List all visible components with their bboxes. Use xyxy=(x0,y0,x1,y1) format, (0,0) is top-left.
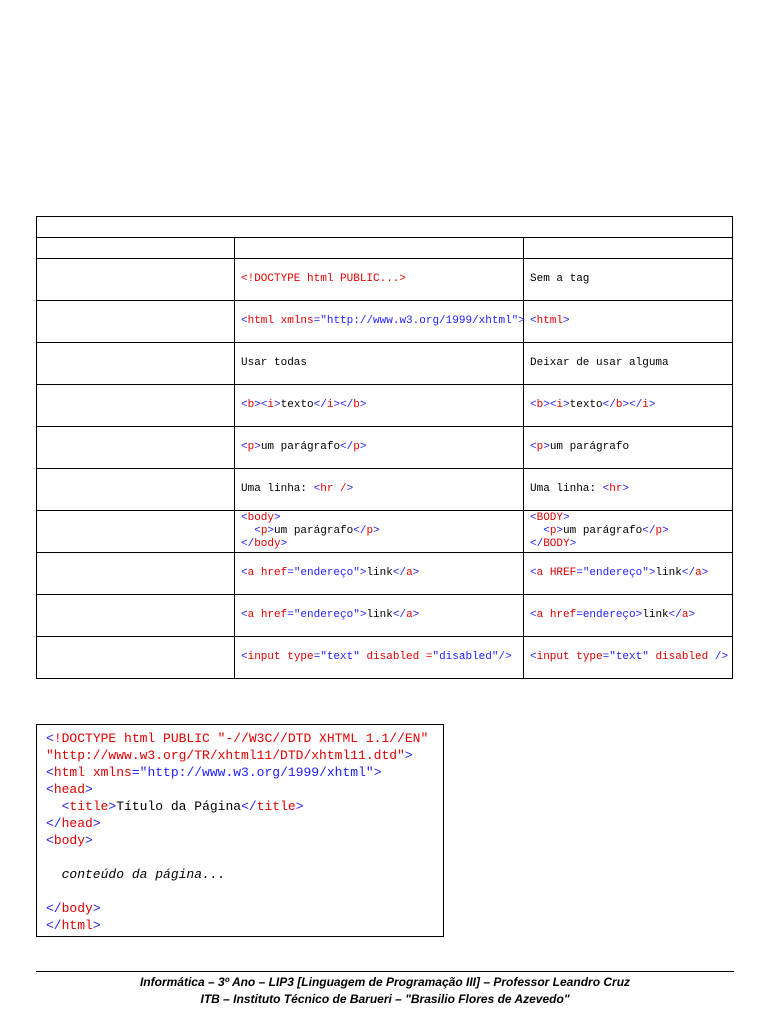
code-token: < xyxy=(530,399,537,411)
code-token: !DOCTYPE html PUBLIC xyxy=(53,731,218,746)
code-token: Uma linha: xyxy=(241,483,314,495)
code-token: html xyxy=(536,315,564,327)
code-token: ="endereço" xyxy=(287,567,360,579)
code-token: html xyxy=(61,918,93,933)
code-token: > xyxy=(254,441,261,453)
code-token: > xyxy=(359,441,367,453)
code-token: </ xyxy=(241,799,257,814)
code-token: </ xyxy=(340,441,354,453)
code-token: p xyxy=(549,525,557,537)
table-body xyxy=(37,259,733,679)
code-token: p xyxy=(353,441,360,453)
code-line xyxy=(46,798,434,815)
code-token: texto xyxy=(280,399,314,411)
code-token: p xyxy=(655,525,663,537)
code-token: < xyxy=(602,483,610,495)
code-token: disabled xyxy=(648,651,715,663)
code-token: /> xyxy=(714,651,729,663)
code-line xyxy=(46,747,434,764)
wrong-usage-cell xyxy=(524,259,733,301)
code-token: HREF xyxy=(549,567,577,579)
wrong-usage-cell xyxy=(524,553,733,595)
code-token: ="http://www.w3.org/1999/xhtml" xyxy=(131,765,374,780)
table-row xyxy=(37,595,733,637)
code-token: >< xyxy=(543,399,557,411)
code-token: BODY xyxy=(543,538,570,550)
table-row xyxy=(37,553,733,595)
correct-usage-cell xyxy=(235,343,524,385)
code-token: </ xyxy=(241,538,255,550)
code-token: link xyxy=(366,567,393,579)
table-row xyxy=(37,343,733,385)
code-token: < xyxy=(241,567,248,579)
code-token: > xyxy=(412,609,420,621)
code-token: > xyxy=(648,567,656,579)
code-token: disabled = xyxy=(359,651,433,663)
wrong-usage-cell xyxy=(524,511,733,553)
code-line xyxy=(46,883,434,900)
code-line xyxy=(46,866,434,883)
code-token: < xyxy=(46,731,54,746)
code-token: > xyxy=(85,833,93,848)
code-example-box xyxy=(36,724,444,937)
code-token: </ xyxy=(46,901,62,916)
table-row xyxy=(37,511,733,553)
code-token: body xyxy=(247,512,275,524)
code-token: < xyxy=(530,651,537,663)
code-token: body xyxy=(53,833,86,848)
row-label-cell xyxy=(37,301,235,343)
code-token: hr xyxy=(609,483,623,495)
code-token xyxy=(241,525,254,537)
code-line xyxy=(46,900,434,917)
code-token: > xyxy=(274,399,281,411)
row-label-cell xyxy=(37,595,235,637)
table-title-row xyxy=(37,217,733,238)
code-token: > xyxy=(569,538,577,550)
code-line xyxy=(46,815,434,832)
code-token: "-//W3C//DTD XHTML 1.1//EN" xyxy=(217,731,429,746)
code-token: > xyxy=(280,538,288,550)
code-token: < xyxy=(241,512,248,524)
code-token: > xyxy=(622,483,630,495)
wrong-usage-cell xyxy=(524,427,733,469)
code-line xyxy=(46,730,434,747)
code-token: BODY xyxy=(536,512,564,524)
code-token: ></ xyxy=(333,399,354,411)
code-token: </ xyxy=(46,816,62,831)
code-token: type xyxy=(287,651,314,663)
code-token: href xyxy=(260,609,288,621)
code-token: > xyxy=(274,512,281,524)
code-token: b xyxy=(536,399,544,411)
code-token: a xyxy=(536,567,550,579)
table-header-cell xyxy=(37,238,235,259)
code-token: p xyxy=(260,525,268,537)
code-line xyxy=(46,849,434,866)
row-label-cell xyxy=(37,637,235,679)
code-token: p xyxy=(247,441,255,453)
wrong-usage-cell xyxy=(524,469,733,511)
code-token: </ xyxy=(392,609,407,621)
code-token: a xyxy=(247,567,261,579)
code-token: > xyxy=(563,399,570,411)
code-token: ="http://www.w3.org/1999/xhtml" xyxy=(313,315,519,327)
code-token: a xyxy=(681,609,689,621)
code-token: Sem a tag xyxy=(530,273,590,285)
code-token: </ xyxy=(668,609,682,621)
code-token: < xyxy=(543,525,550,537)
code-token: input xyxy=(536,651,577,663)
code-token: a xyxy=(695,567,702,579)
code-token: > xyxy=(359,567,367,579)
code-token: Título da Página xyxy=(116,799,242,814)
comparison-table xyxy=(36,216,733,679)
table-header-cell xyxy=(235,238,524,259)
code-token: ="text" xyxy=(313,651,360,663)
code-token: ="text" xyxy=(602,651,649,663)
code-token: > xyxy=(518,315,525,327)
code-token: < xyxy=(241,651,248,663)
code-token xyxy=(530,525,543,537)
code-line xyxy=(46,781,434,798)
code-token: > xyxy=(412,567,420,579)
table-header-cell xyxy=(524,238,733,259)
code-token: head xyxy=(53,782,86,797)
code-token: um parágrafo xyxy=(549,441,630,453)
code-token: ="endereço" xyxy=(576,567,649,579)
row-label-cell xyxy=(37,343,235,385)
wrong-usage-cell xyxy=(524,385,733,427)
code-token: ></ xyxy=(622,399,643,411)
code-token: > xyxy=(635,609,643,621)
code-token: "disabled" xyxy=(432,651,499,663)
code-token: html xyxy=(53,765,93,780)
code-token: < xyxy=(241,609,248,621)
code-token: > xyxy=(688,609,696,621)
code-token: um parágrafo xyxy=(260,441,341,453)
table-header-row xyxy=(37,238,733,259)
table-row xyxy=(37,427,733,469)
code-token: </ xyxy=(681,567,696,579)
correct-usage-cell xyxy=(235,427,524,469)
code-token: input xyxy=(247,651,288,663)
code-token: < xyxy=(530,609,537,621)
code-token: > xyxy=(373,765,382,780)
footer-line-school: ITB – Instituto Técnico de Barueri – "Brasilio Flores de Azevedo" xyxy=(200,992,570,1006)
code-token: </ xyxy=(46,918,62,933)
correct-usage-cell xyxy=(235,511,524,553)
correct-usage-cell xyxy=(235,259,524,301)
code-token: xmlns xyxy=(92,765,132,780)
wrong-usage-cell xyxy=(524,343,733,385)
code-token: conteúdo da página... xyxy=(46,867,226,882)
code-token: > xyxy=(543,441,550,453)
code-token: > xyxy=(563,315,570,327)
code-token: </ xyxy=(313,399,327,411)
code-token: > xyxy=(92,901,101,916)
wrong-usage-cell xyxy=(524,301,733,343)
code-token: i xyxy=(556,399,564,411)
code-token: Uma linha: xyxy=(530,483,603,495)
wrong-usage-cell xyxy=(524,595,733,637)
code-token: </ xyxy=(353,525,367,537)
code-token: type xyxy=(576,651,603,663)
code-token: < xyxy=(530,567,537,579)
code-token: > xyxy=(359,609,367,621)
code-token: > xyxy=(648,399,656,411)
code-token: < xyxy=(46,765,54,780)
code-line xyxy=(46,764,434,781)
code-token: > xyxy=(701,567,709,579)
code-token: > xyxy=(92,918,101,933)
table-row xyxy=(37,385,733,427)
code-token: > xyxy=(346,483,354,495)
code-token: >< xyxy=(254,399,268,411)
code-line xyxy=(46,832,434,849)
code-token: i xyxy=(267,399,275,411)
table-row xyxy=(37,469,733,511)
code-token: um parágrafo xyxy=(563,525,643,537)
code-token: hr / xyxy=(320,483,347,495)
correct-usage-cell xyxy=(235,553,524,595)
code-token: a xyxy=(247,609,261,621)
code-token: =endereço xyxy=(576,609,636,621)
row-label-cell xyxy=(37,469,235,511)
code-token: href xyxy=(260,567,288,579)
code-token: link xyxy=(366,609,393,621)
code-token: </ xyxy=(602,399,616,411)
code-token: a xyxy=(406,567,413,579)
table-row xyxy=(37,259,733,301)
code-token: a xyxy=(536,609,550,621)
row-label-cell xyxy=(37,511,235,553)
code-token: > xyxy=(563,512,570,524)
code-token: head xyxy=(61,816,93,831)
code-token: > xyxy=(373,525,380,537)
row-label-cell xyxy=(37,385,235,427)
code-token: > xyxy=(92,816,101,831)
code-token: < xyxy=(530,315,537,327)
code-token: i xyxy=(326,399,334,411)
code-token: <!DOCTYPE html PUBLIC...> xyxy=(241,273,407,285)
correct-usage-cell xyxy=(235,595,524,637)
row-label-cell xyxy=(37,553,235,595)
code-token: texto xyxy=(569,399,603,411)
footer-divider xyxy=(36,971,734,972)
code-token: href xyxy=(549,609,577,621)
code-token: p xyxy=(536,441,544,453)
code-token: title xyxy=(69,799,109,814)
table-row xyxy=(37,637,733,679)
code-token: </ xyxy=(392,567,407,579)
code-token: p xyxy=(366,525,374,537)
code-token: < xyxy=(530,441,537,453)
table-row xyxy=(37,301,733,343)
code-token: Usar todas xyxy=(241,357,308,369)
code-token: title xyxy=(256,799,296,814)
code-token: < xyxy=(241,315,248,327)
code-token: body xyxy=(61,901,93,916)
correct-usage-cell xyxy=(235,385,524,427)
code-token: html xyxy=(247,315,281,327)
correct-usage-cell xyxy=(235,301,524,343)
code-token: < xyxy=(313,483,321,495)
code-token: < xyxy=(530,512,537,524)
code-token: < xyxy=(254,525,261,537)
code-token: > xyxy=(295,799,304,814)
code-token: Deixar de usar alguma xyxy=(530,357,669,369)
page-footer xyxy=(36,974,734,1008)
code-token: > xyxy=(108,799,117,814)
code-token: /> xyxy=(498,651,512,663)
code-token: </ xyxy=(642,525,656,537)
code-token: > xyxy=(662,525,669,537)
code-token: < xyxy=(241,441,248,453)
code-token: < xyxy=(46,833,54,848)
code-token: b xyxy=(353,399,360,411)
code-token: b xyxy=(247,399,255,411)
code-token: < xyxy=(61,799,70,814)
code-token: > xyxy=(556,525,564,537)
code-token: link xyxy=(655,567,682,579)
code-token: "http://www.w3.org/TR/xhtml11/DTD/xhtml11.dtd" xyxy=(46,748,405,763)
code-token: b xyxy=(615,399,623,411)
code-line xyxy=(46,917,434,934)
code-token: > xyxy=(359,399,367,411)
table-title xyxy=(37,217,733,238)
code-token: um parágrafo xyxy=(274,525,354,537)
footer-line-course: Informática – 3º Ano – LIP3 [Linguagem de Programação III] – Professor Leandro Cruz xyxy=(139,975,631,989)
code-token: link xyxy=(642,609,669,621)
code-token: > xyxy=(85,782,93,797)
code-token xyxy=(46,799,62,814)
code-token: </ xyxy=(530,538,544,550)
code-token: > xyxy=(267,525,275,537)
row-label-cell xyxy=(37,427,235,469)
code-token: ="endereço" xyxy=(287,609,360,621)
code-token: < xyxy=(241,399,248,411)
code-token: a xyxy=(406,609,413,621)
code-token: i xyxy=(642,399,649,411)
correct-usage-cell xyxy=(235,469,524,511)
code-token: < xyxy=(46,782,54,797)
code-token: xmlns xyxy=(280,315,314,327)
code-token: body xyxy=(254,538,281,550)
correct-usage-cell xyxy=(235,637,524,679)
code-token: > xyxy=(404,748,413,763)
row-label-cell xyxy=(37,259,235,301)
wrong-usage-cell xyxy=(524,637,733,679)
